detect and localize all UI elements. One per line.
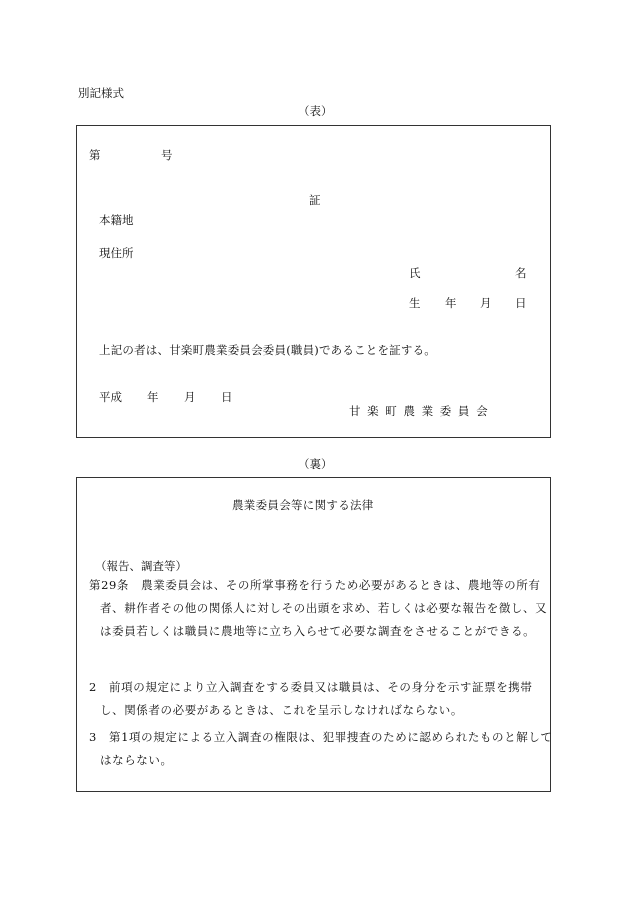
number-suffix: 号 <box>161 148 173 162</box>
paragraph-2: 2 前項の規定により立入調査をする委員又は職員は、その身分を示す証票を携帯し、関係者の必要があるときは、これを呈示しなければならない。 <box>89 680 533 717</box>
name-label-1: 氏 <box>409 266 421 280</box>
date-year: 年 <box>147 390 159 404</box>
date-day: 日 <box>221 390 233 404</box>
form-label: 別記様式 <box>78 86 124 100</box>
birth-label-4: 日 <box>515 296 527 310</box>
article-29: 第29条 農業委員会は、その所掌事務を行うため必要があるときは、農地等の所有者、耕作者その他の関係人に対しその出頭を求め、若しくは必要な報告を徴し、又は委員若しくは職員に農地等に立ち入らせて必要な調査をさせることができる。 <box>89 578 548 638</box>
number-prefix: 第 <box>89 148 101 162</box>
back-label: （裏） <box>298 457 333 471</box>
certification-text: 上記の者は、甘楽町農業委員会委員(職員)であることを証する。 <box>99 343 436 357</box>
date-era: 平成 <box>99 390 122 404</box>
date-month: 月 <box>184 390 196 404</box>
certificate-back <box>76 477 551 792</box>
birth-label-1: 生 <box>409 296 421 310</box>
issuer: 甘 楽 町 農 業 委 員 会 <box>349 404 490 418</box>
certificate-front <box>76 125 551 438</box>
domicile-label: 本籍地 <box>99 213 134 227</box>
birth-label-3: 月 <box>480 296 492 310</box>
section-caption: （報告、調査等） <box>95 559 187 573</box>
birth-label-2: 年 <box>445 296 457 310</box>
certificate-title: 証 <box>309 193 321 207</box>
front-label: （表） <box>298 104 333 118</box>
law-title: 農業委員会等に関する法律 <box>232 498 374 512</box>
name-label-2: 名 <box>515 266 527 280</box>
paragraph-3: 3 第1項の規定による立入調査の権限は、犯罪捜査のために認められたものと解してはならない。 <box>89 730 553 767</box>
address-label: 現住所 <box>99 246 134 260</box>
